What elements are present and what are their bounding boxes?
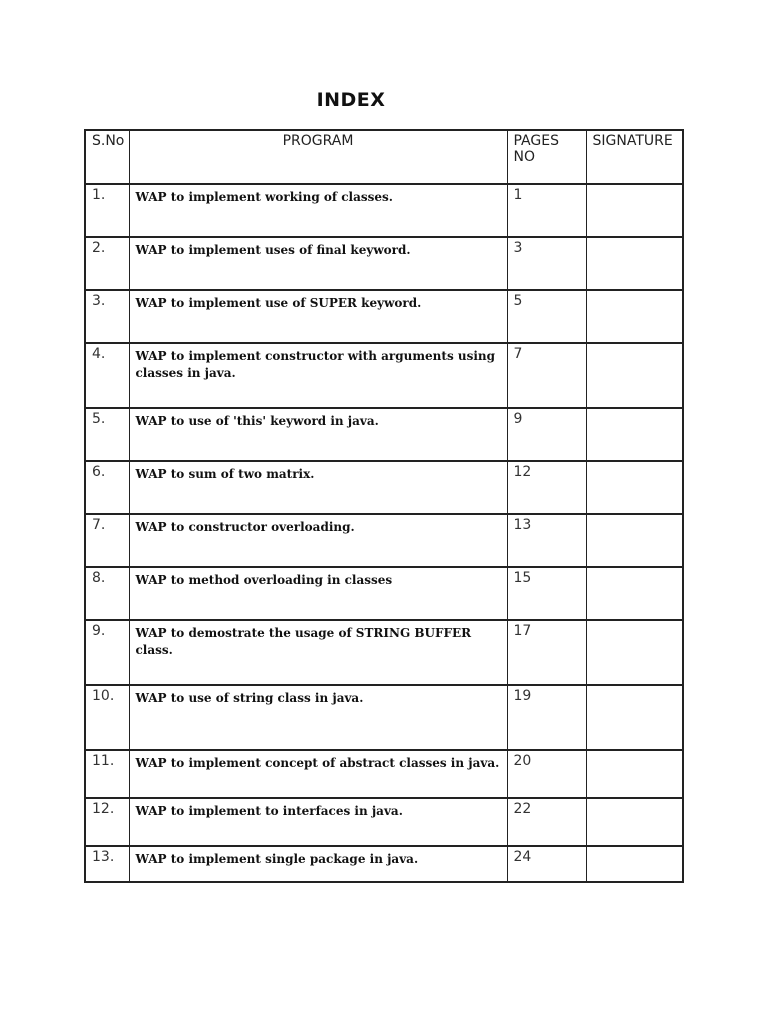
- row-signature: [586, 237, 683, 290]
- table-row: [85, 567, 683, 620]
- row-pages: 9: [507, 408, 586, 461]
- row-pages: 24: [507, 846, 586, 882]
- table-row: [85, 798, 683, 846]
- row-program: WAP to implement concept of abstract classes in java.: [129, 750, 507, 798]
- row-program: WAP to sum of two matrix.: [129, 461, 507, 514]
- table-row: [85, 237, 683, 290]
- row-sno: 11.: [85, 750, 129, 798]
- page-title: INDEX: [316, 89, 386, 111]
- row-pages: 7: [507, 343, 586, 408]
- row-program: WAP to implement constructor with arguments using classes in java.: [129, 343, 507, 408]
- row-sno: 5.: [85, 408, 129, 461]
- row-sno: 6.: [85, 461, 129, 514]
- row-program: WAP to use of string class in java.: [129, 685, 507, 750]
- row-program: WAP to implement use of SUPER keyword.: [129, 290, 507, 343]
- row-pages: 22: [507, 798, 586, 846]
- row-pages: 12: [507, 461, 586, 514]
- table-row: [85, 514, 683, 567]
- row-sno: 3.: [85, 290, 129, 343]
- table-row: [85, 461, 683, 514]
- header-pages: PAGES NO: [507, 130, 586, 184]
- row-signature: [586, 846, 683, 882]
- table-row: [85, 846, 683, 882]
- table-row: [85, 408, 683, 461]
- header-signature: SIGNATURE: [586, 130, 683, 184]
- row-sno: 10.: [85, 685, 129, 750]
- row-signature: [586, 343, 683, 408]
- row-pages: 13: [507, 514, 586, 567]
- row-program: WAP to method overloading in classes: [129, 567, 507, 620]
- row-sno: 4.: [85, 343, 129, 408]
- row-pages: 17: [507, 620, 586, 685]
- row-sno: 12.: [85, 798, 129, 846]
- table-row: [85, 184, 683, 237]
- header-sno: S.No: [85, 130, 129, 184]
- row-pages: 5: [507, 290, 586, 343]
- table-row: [85, 750, 683, 798]
- header-row: [85, 130, 683, 184]
- row-signature: [586, 567, 683, 620]
- row-program: WAP to use of 'this' keyword in java.: [129, 408, 507, 461]
- row-pages: 1: [507, 184, 586, 237]
- row-sno: 13.: [85, 846, 129, 882]
- row-pages: 20: [507, 750, 586, 798]
- row-program: WAP to implement working of classes.: [129, 184, 507, 237]
- row-signature: [586, 798, 683, 846]
- row-program: WAP to demostrate the usage of STRING BUFFER class.: [129, 620, 507, 685]
- row-sno: 7.: [85, 514, 129, 567]
- row-signature: [586, 750, 683, 798]
- table-row: [85, 685, 683, 750]
- row-signature: [586, 514, 683, 567]
- row-sno: 9.: [85, 620, 129, 685]
- index-table: [84, 129, 684, 883]
- table-row: [85, 620, 683, 685]
- row-program: WAP to implement uses of final keyword.: [129, 237, 507, 290]
- row-signature: [586, 461, 683, 514]
- row-signature: [586, 408, 683, 461]
- row-signature: [586, 290, 683, 343]
- row-pages: 19: [507, 685, 586, 750]
- row-pages: 3: [507, 237, 586, 290]
- row-sno: 2.: [85, 237, 129, 290]
- row-program: WAP to implement to interfaces in java.: [129, 798, 507, 846]
- header-program: PROGRAM: [129, 130, 507, 184]
- table-row: [85, 290, 683, 343]
- row-sno: 8.: [85, 567, 129, 620]
- row-signature: [586, 184, 683, 237]
- row-signature: [586, 620, 683, 685]
- row-pages: 15: [507, 567, 586, 620]
- row-signature: [586, 685, 683, 750]
- row-program: WAP to constructor overloading.: [129, 514, 507, 567]
- row-sno: 1.: [85, 184, 129, 237]
- table-row: [85, 343, 683, 408]
- row-program: WAP to implement single package in java.: [129, 846, 507, 882]
